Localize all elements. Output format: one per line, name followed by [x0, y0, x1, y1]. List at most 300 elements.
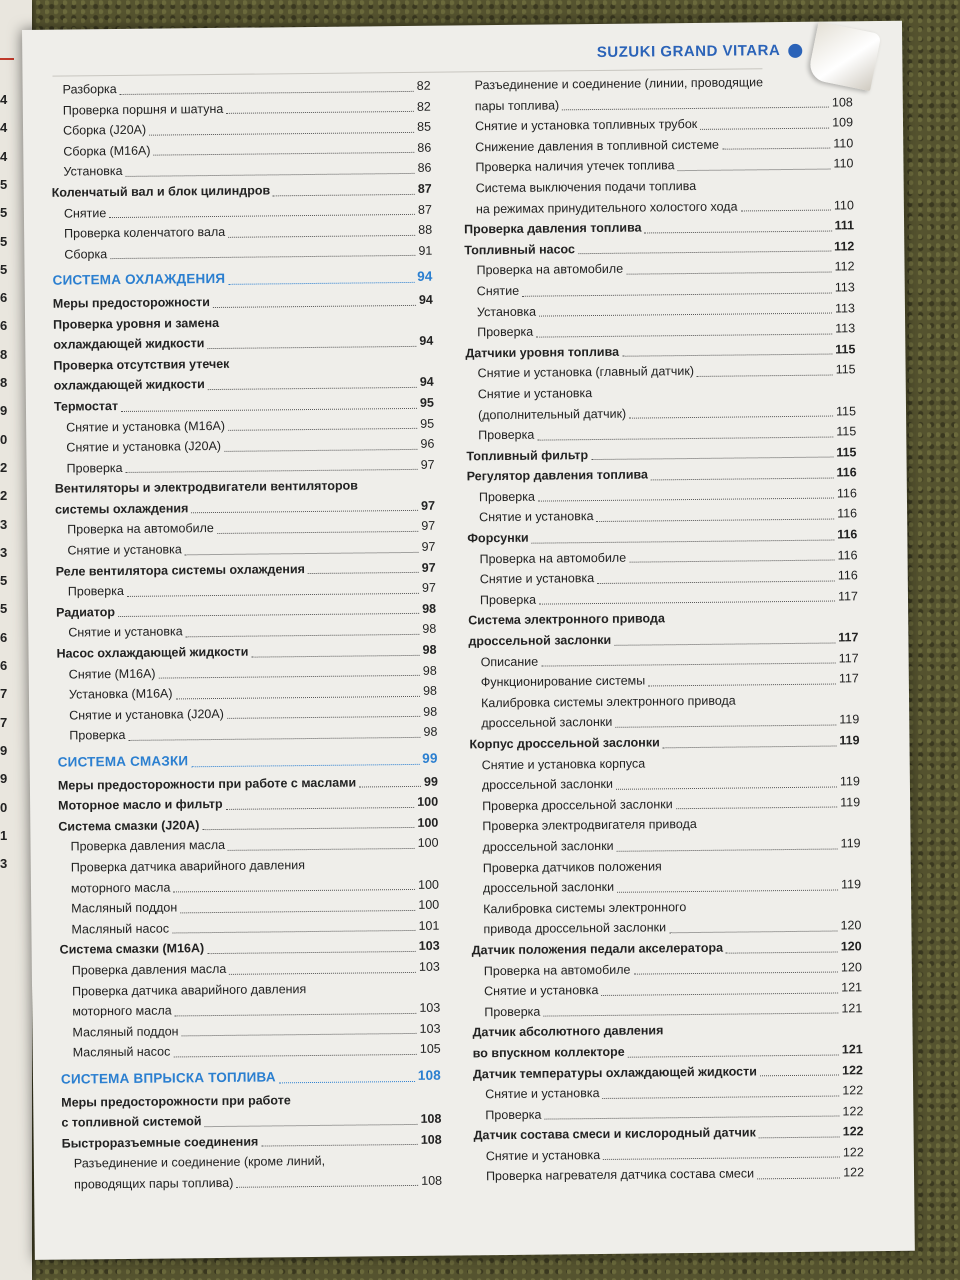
- toc-entry-row: [52, 240, 432, 265]
- dot-leader: [543, 1013, 838, 1017]
- dot-leader: [617, 848, 838, 851]
- toc-page-number: 119: [840, 836, 861, 851]
- dot-leader: [154, 152, 415, 156]
- dot-leader: [185, 552, 419, 555]
- toc-entry-title: Сборка: [64, 246, 108, 262]
- toc-entry-title: Быстроразъемные соединения: [61, 1134, 259, 1151]
- toc-entry-title: Проверка давления масла: [71, 961, 227, 978]
- toc-entry-title-line: Разъединение и соединение (линии, проводящие: [474, 75, 764, 93]
- toc-page-number: 112: [834, 239, 855, 254]
- prev-page-number: 5: [0, 573, 8, 589]
- dot-leader: [261, 1144, 418, 1147]
- toc-page-number: 122: [843, 1165, 865, 1180]
- toc-entry: [469, 689, 859, 734]
- toc-page-number: 122: [842, 1083, 864, 1098]
- dot-leader: [205, 1124, 418, 1127]
- toc-page-number: 119: [840, 795, 861, 810]
- toc-entry-title: Корпус дроссельной заслонки: [469, 735, 660, 752]
- dot-leader: [741, 210, 831, 212]
- toc-page-number: 113: [834, 300, 856, 316]
- dot-leader: [279, 1080, 415, 1082]
- toc-entry-title: Проверка: [66, 460, 123, 476]
- toc-page-number: 113: [834, 280, 855, 295]
- toc-page-number: 116: [836, 465, 857, 480]
- dot-leader: [226, 111, 414, 114]
- toc-entry-title: Снятие и установка (J20A): [66, 439, 222, 455]
- dot-leader: [597, 580, 835, 583]
- toc-entry-title: Датчик положения педали акселератора: [471, 940, 724, 958]
- toc-entry-title: Масляный поддон: [71, 900, 178, 916]
- dot-leader: [207, 346, 416, 349]
- toc-page-number: 86: [417, 140, 432, 155]
- toc-entry-title: Проверка наличия утечек топлива: [475, 158, 675, 175]
- toc-page-number: 120: [840, 939, 862, 954]
- toc-entry-title: Проверка давления масла: [70, 838, 226, 854]
- toc-page-number: 99: [422, 750, 438, 766]
- dot-leader: [663, 745, 837, 748]
- prev-page-number: 6: [0, 290, 8, 306]
- prev-page-number: 9: [0, 403, 8, 419]
- dot-leader: [228, 282, 414, 285]
- dot-leader: [536, 333, 832, 337]
- toc-entry-title-line: Меры предосторожности при работе: [61, 1092, 291, 1110]
- toc-page-number: 121: [841, 1000, 863, 1016]
- toc-entry-title: Проверка: [478, 489, 535, 505]
- toc-page-number: 91: [418, 243, 433, 258]
- toc-entry: [61, 1039, 441, 1064]
- toc-page-number: 120: [840, 918, 862, 933]
- prev-page-number: 0: [0, 431, 8, 447]
- dot-leader: [217, 531, 419, 534]
- dot-leader: [538, 498, 834, 502]
- toc-page-number: 122: [842, 1062, 864, 1077]
- prev-page-number: 8: [0, 375, 8, 390]
- toc-page-number: 113: [835, 321, 856, 336]
- prev-page-number: 5: [0, 261, 8, 277]
- toc-entry-title-line: Датчик абсолютного давления: [472, 1023, 664, 1040]
- toc-entry-title: СИСТЕМА ОХЛАЖДЕНИЯ: [52, 271, 226, 289]
- toc-entry: [55, 475, 435, 520]
- toc-entry-title: Проверка на автомобиле: [476, 262, 624, 278]
- toc-page-number: 116: [837, 568, 858, 583]
- toc-page-number: 117: [838, 650, 859, 666]
- toc-entry-title: Функционирование системы: [480, 673, 646, 690]
- dot-leader: [651, 477, 834, 480]
- dot-leader: [633, 972, 838, 975]
- toc-entry: [472, 1019, 862, 1064]
- toc-page-number: 108: [417, 1067, 442, 1083]
- toc-entry: [474, 1163, 864, 1188]
- toc-entry-title: проводящих пары топлива): [74, 1175, 234, 1192]
- toc-page-number: 98: [422, 663, 437, 678]
- dot-leader: [622, 354, 832, 357]
- toc-page-number: 99: [423, 774, 438, 789]
- toc-entry-title: Установка (M16A): [68, 686, 173, 702]
- toc-page-number: 101: [418, 918, 440, 933]
- toc-entry-title: дроссельной заслонки: [482, 880, 615, 896]
- toc-page-number: 119: [840, 877, 862, 892]
- toc-entry-title: Система смазки (J20A): [58, 817, 200, 834]
- toc-entry-title: Масляный насос: [71, 921, 170, 937]
- prev-page-number: 2: [0, 459, 8, 475]
- toc-page-number: 116: [837, 527, 858, 542]
- toc-entry-title: Проверка на автомобиле: [67, 521, 214, 538]
- toc-entry-title: охлаждающей жидкости: [53, 377, 205, 393]
- toc-entry: [468, 607, 858, 652]
- dot-leader: [539, 313, 832, 317]
- toc-entry-title: Снятие и установка: [485, 1086, 600, 1102]
- toc-entry-title-line: Снятие и установка корпуса: [481, 756, 646, 772]
- toc-page-number: 103: [419, 1021, 441, 1036]
- toc-page-number: 122: [842, 1103, 864, 1119]
- dot-leader: [229, 971, 416, 974]
- toc-entry: [60, 977, 440, 1022]
- toc-page-number: 111: [834, 218, 855, 233]
- toc-page-number: 108: [420, 1132, 442, 1147]
- dot-leader: [191, 763, 419, 766]
- dot-leader: [228, 848, 415, 851]
- dot-leader: [578, 251, 831, 255]
- prev-page-number: 9: [0, 742, 8, 758]
- dot-leader: [629, 416, 833, 419]
- prev-page-number: 8: [0, 346, 8, 362]
- toc-entry: [62, 1150, 442, 1195]
- dot-leader: [110, 255, 415, 259]
- toc-right-column: [462, 71, 864, 1187]
- toc-entry-title: Проверка поршня и шатуна: [62, 101, 224, 118]
- toc-page-number: 82: [416, 99, 431, 114]
- dot-leader: [722, 148, 830, 150]
- dot-leader: [562, 107, 829, 111]
- dot-leader: [175, 1013, 417, 1017]
- dot-leader: [127, 593, 419, 597]
- dot-leader: [532, 539, 834, 543]
- toc-page-number: 108: [420, 1111, 442, 1126]
- dot-leader: [149, 132, 414, 136]
- toc-entry-title: Моторное масло и фильтр: [58, 797, 223, 813]
- toc-page-number: 100: [417, 836, 439, 851]
- toc-page: [22, 21, 915, 1260]
- toc-page-number: 96: [420, 436, 435, 451]
- dot-leader: [191, 510, 418, 513]
- toc-entry-title: Проверка: [479, 592, 537, 608]
- toc-entry: [470, 751, 860, 796]
- dot-leader: [626, 271, 831, 274]
- toc-page-number: 87: [417, 181, 432, 196]
- toc-page-number: 88: [418, 222, 433, 238]
- toc-entry-title: Снятие: [63, 205, 107, 221]
- dot-leader: [602, 992, 839, 995]
- dot-leader: [236, 1185, 418, 1188]
- dot-leader: [118, 613, 419, 617]
- dot-leader: [726, 951, 838, 953]
- toc-page-number: 119: [839, 712, 860, 727]
- toc-page-number: 98: [422, 642, 437, 657]
- toc-page-number: 103: [418, 959, 440, 974]
- toc-page-number: 103: [418, 939, 440, 954]
- toc-entry-title: Снятие и установка (J20A): [69, 706, 224, 723]
- toc-entry-title: Проверка: [67, 584, 124, 599]
- toc-entry-title: Проверка дроссельной заслонки: [482, 797, 673, 814]
- prev-page-number: 6: [0, 318, 8, 334]
- toc-entry-title-line: Проверка датчика аварийного давления: [70, 858, 306, 875]
- toc-page-number: 86: [417, 161, 432, 176]
- brand-dot-icon: [788, 43, 802, 57]
- toc-entry-title: Термостат: [53, 398, 119, 414]
- toc-page-number: 115: [836, 403, 857, 418]
- toc-entry-title: Снятие и установка топливных трубок: [474, 117, 698, 134]
- toc-left-column: [51, 76, 443, 1195]
- toc-page-number: 115: [836, 424, 857, 439]
- dot-leader: [359, 786, 421, 788]
- toc-page-number: 98: [423, 725, 438, 740]
- toc-entry-row: [62, 1171, 442, 1196]
- toc-entry-title-line: Проверка датчика аварийного давления: [71, 981, 307, 999]
- toc-entry-title: Регулятор давления топлива: [466, 467, 649, 484]
- toc-entry-title: Реле вентилятора системы охлаждения: [55, 561, 305, 579]
- toc-entry-title: Снятие и установка: [68, 624, 183, 640]
- toc-entry-title: Снятие и установка: [479, 571, 595, 587]
- toc-page-number: 117: [838, 671, 859, 686]
- toc-entry-title: Датчик состава смеси и кислородный датчик: [473, 1125, 756, 1143]
- dot-leader: [173, 889, 415, 893]
- dot-leader: [757, 1178, 840, 1180]
- toc-page-number: 105: [419, 1041, 441, 1057]
- dot-leader: [126, 469, 418, 473]
- toc-entry-row: [474, 1163, 864, 1188]
- toc-page-number: 94: [419, 375, 434, 390]
- dot-leader: [308, 572, 419, 574]
- toc-page-number: 122: [842, 1145, 864, 1160]
- dot-leader: [522, 292, 832, 296]
- toc-page-number: 95: [419, 395, 434, 410]
- dot-leader: [629, 560, 834, 563]
- toc-entry-title: Снятие и установка: [484, 983, 599, 999]
- prev-page-number: 5: [0, 601, 8, 617]
- toc-entry-title: Датчики уровня топлива: [465, 344, 620, 361]
- toc-entry-title: дроссельной заслонки: [482, 838, 614, 855]
- dot-leader: [648, 683, 836, 686]
- prev-page-number: 3: [0, 856, 8, 872]
- dot-leader: [120, 90, 414, 94]
- toc-page-number: 97: [421, 519, 436, 534]
- dot-leader: [617, 889, 838, 892]
- toc-entry: [59, 854, 439, 899]
- dot-leader: [645, 230, 832, 233]
- toc-section: [58, 749, 438, 774]
- toc-entry-row: [58, 749, 438, 774]
- toc-entry-title: Система смазки (M16A): [59, 941, 205, 957]
- dot-leader: [208, 387, 417, 390]
- dot-leader: [628, 1054, 839, 1057]
- toc-entry: [462, 71, 852, 116]
- toc-entry: [464, 174, 854, 219]
- prev-page-number: 5: [0, 205, 8, 221]
- toc-entry-title: Снижение давления в топливной системе: [475, 137, 720, 155]
- toc-entry-row: [61, 1039, 441, 1064]
- prev-page-number: 7: [0, 714, 8, 730]
- toc-page-number: 116: [837, 506, 858, 521]
- dot-leader: [180, 910, 415, 913]
- toc-page-number: 108: [421, 1173, 443, 1188]
- dot-leader: [172, 930, 416, 934]
- dot-leader: [228, 235, 415, 238]
- toc-entry-title-line: Проверка электродвигателя привода: [482, 817, 697, 834]
- toc-page-number: 110: [833, 197, 854, 213]
- prev-page-number: 1: [0, 827, 8, 843]
- dot-leader: [669, 930, 838, 933]
- toc-entry: [61, 1088, 441, 1133]
- toc-page-number: 94: [417, 269, 433, 285]
- toc-entry: [57, 722, 437, 747]
- toc-entry-title-line: Калибровка системы электронного привода: [480, 693, 736, 711]
- toc-entry-title: Снятие и установка: [485, 1147, 601, 1164]
- toc-entry-title: Снятие и установка: [479, 509, 594, 525]
- toc-entry-title: Масляный насос: [72, 1044, 171, 1060]
- toc-entry-title: Топливный насос: [464, 241, 576, 258]
- toc-page-number: 109: [832, 115, 854, 130]
- toc-page-number: 119: [839, 733, 860, 748]
- dot-leader: [697, 374, 833, 376]
- dot-leader: [615, 725, 836, 728]
- toc-entry-title: Форсунки: [467, 530, 529, 546]
- dot-leader: [614, 642, 835, 645]
- toc-entry-title: Проверка нагревателя датчика состава смеси: [485, 1166, 755, 1184]
- prev-page-number: 5: [0, 176, 8, 192]
- dot-leader: [109, 214, 415, 218]
- toc-entry-title: Установка: [476, 304, 537, 319]
- toc-entry-title: Снятие (M16A): [68, 666, 156, 682]
- dot-leader: [121, 407, 417, 411]
- prev-page-number: 2: [0, 488, 8, 504]
- toc-entry: [471, 895, 861, 940]
- dot-leader: [700, 127, 829, 129]
- dot-leader: [202, 827, 414, 830]
- prev-page-number: 6: [0, 658, 8, 673]
- toc-entry-title-line: Вентиляторы и электродвигатели вентиляторов: [54, 478, 359, 496]
- toc-page-number: 103: [419, 1000, 441, 1016]
- toc-entry-title: Меры предосторожности при работе с маслами: [57, 775, 357, 793]
- dot-leader: [186, 634, 420, 637]
- prev-page-number: 4: [0, 148, 8, 164]
- toc-entry-title: Насос охлаждающей жидкости: [56, 644, 249, 661]
- toc-page-number: 95: [420, 416, 435, 431]
- dot-leader: [539, 601, 835, 605]
- toc-page-number: 85: [417, 119, 432, 135]
- toc-entry-title-line: Снятие и установка: [477, 385, 593, 402]
- toc-section: [61, 1066, 441, 1091]
- toc-entry: [53, 351, 433, 396]
- toc-entry-title: Проверка: [485, 1107, 542, 1122]
- toc-entry-title: пары топлива): [474, 97, 560, 113]
- dot-leader: [173, 1054, 417, 1058]
- toc-entry-title: Масляный поддон: [72, 1024, 179, 1040]
- toc-page-number: 117: [837, 589, 859, 604]
- dot-leader: [226, 807, 415, 810]
- toc-page-number: 98: [422, 601, 437, 616]
- toc-entry-title: Сборка (M16A): [63, 143, 151, 159]
- toc-entry-title: Проверка: [69, 728, 126, 743]
- toc-page-number: 116: [837, 547, 858, 563]
- dot-leader: [541, 663, 836, 667]
- dot-leader: [678, 169, 831, 172]
- toc-entry-title: СИСТЕМА СМАЗКИ: [57, 753, 189, 770]
- toc-page-number: 97: [421, 539, 436, 554]
- toc-entry-title-line: Калибровка системы электронного: [483, 899, 687, 916]
- toc-entry-title: Проверка на автомобиле: [483, 962, 631, 978]
- toc-entry-row: [53, 267, 433, 292]
- toc-entry-title: Проверка: [478, 427, 535, 443]
- dot-leader: [128, 737, 420, 741]
- toc-entry-title: Проверка на автомобиле: [479, 550, 627, 566]
- toc-entry-title: Снятие и установка (главный датчик): [477, 364, 695, 381]
- dot-leader: [228, 428, 417, 431]
- toc-entry-title-line: Проверка датчиков положения: [482, 858, 662, 875]
- prev-page-number: 4: [0, 120, 8, 136]
- toc-entry-row: [57, 722, 437, 747]
- toc-entry-title: моторного масла: [72, 1003, 172, 1019]
- toc-page-number: 110: [833, 136, 854, 151]
- dot-leader: [544, 1116, 839, 1120]
- toc-entry-title: привода дроссельной заслонки: [483, 920, 667, 937]
- toc-entry-title: дроссельной заслонки: [481, 715, 613, 731]
- toc-entry-title: Снятие и установка: [67, 542, 182, 558]
- toc-page-number: 82: [416, 78, 431, 93]
- toc-entry: [466, 380, 856, 425]
- toc-page-number: 100: [417, 794, 439, 810]
- toc-page-number: 97: [421, 498, 436, 513]
- prev-page-number: 5: [0, 233, 8, 249]
- red-rule: [0, 58, 14, 60]
- dot-leader: [273, 193, 415, 195]
- toc-page-number: 100: [417, 815, 439, 830]
- toc-page-number: 110: [833, 156, 854, 171]
- toc-page-number: 115: [836, 444, 857, 460]
- toc-entry: [52, 240, 432, 265]
- toc-page-number: 94: [418, 292, 433, 307]
- toc-page-number: 117: [838, 630, 859, 645]
- toc-entry-title: во впускном коллекторе: [472, 1044, 625, 1061]
- toc-section: [53, 267, 433, 292]
- dot-leader: [213, 304, 416, 307]
- dot-leader: [760, 1075, 839, 1077]
- toc-page-number: 97: [421, 580, 436, 596]
- toc-page-number: 98: [422, 683, 438, 699]
- toc-page-number: 121: [841, 1042, 863, 1057]
- toc-entry-title: системы охлаждения: [54, 501, 189, 517]
- toc-page-number: 94: [419, 333, 434, 348]
- dot-leader: [182, 1033, 417, 1036]
- toc-entry-title: Установка: [63, 164, 123, 179]
- toc-page-number: 115: [835, 342, 856, 357]
- toc-entry-title-line: Разъединение и соединение (кроме линий,: [73, 1154, 326, 1171]
- dot-leader: [224, 449, 417, 452]
- toc-entry-title: Проверка коленчатого вала: [64, 225, 226, 241]
- prev-page-number: 3: [0, 544, 8, 560]
- toc-entry-title: СИСТЕМА ВПРЫСКА ТОПЛИВА: [60, 1069, 276, 1087]
- toc-entry-title: Меры предосторожности: [52, 294, 210, 311]
- toc-entry-title: (дополнительный датчик): [477, 406, 627, 422]
- dot-leader: [616, 786, 837, 789]
- toc-entry-title: Коленчатый вал и блок цилиндров: [51, 183, 271, 200]
- toc-page-number: 98: [422, 622, 437, 637]
- dot-leader: [176, 696, 421, 700]
- toc-page-number: 112: [834, 259, 855, 274]
- prev-page-number: 6: [0, 629, 8, 645]
- dot-leader: [126, 173, 415, 177]
- toc-entry-title: Проверка: [484, 1004, 541, 1019]
- toc-entry-title: Снятие: [476, 283, 520, 299]
